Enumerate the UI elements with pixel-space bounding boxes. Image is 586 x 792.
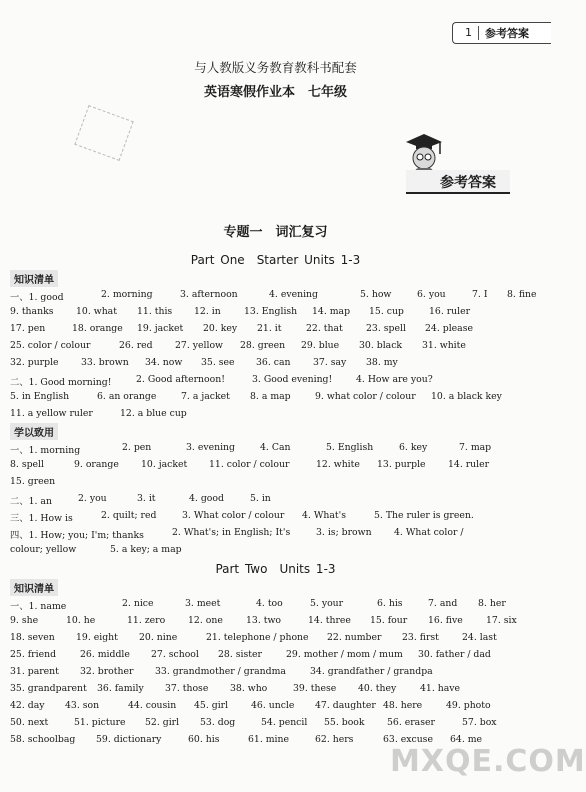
answer-item: 24. please [425, 323, 473, 334]
answer-item: 8. spell [10, 459, 44, 470]
answer-item: 61. mine [248, 734, 290, 745]
answer-item: 8. her [478, 598, 506, 609]
answer-item: 3. afternoon [180, 289, 238, 300]
answer-item: 8. a map [250, 391, 291, 402]
answer-item: 5. how [360, 289, 392, 300]
answer-item: 4. good [189, 493, 224, 504]
answer-item: 29. mother / mom / mum [286, 649, 403, 660]
answer-item: 63. excuse [383, 734, 433, 745]
answer-item: 35. grandparent [10, 683, 87, 694]
answer-item: 55. book [324, 717, 365, 728]
answer-item: 6. his [377, 598, 403, 609]
answer-item: 12. one [188, 615, 223, 626]
part-two-title: Part Two Units 1-3 [215, 562, 336, 576]
answer-item: 15. four [370, 615, 408, 626]
answer-item: 18. seven [10, 632, 55, 643]
answer-item: 2. morning [101, 289, 153, 300]
answer-item: 2. Good afternoon! [136, 374, 225, 385]
answer-item: 15. cup [369, 306, 404, 317]
section-zhishi-2: 知识清单 [10, 579, 58, 596]
answer-item: 11. color / colour [209, 459, 290, 470]
answer-item: 23. first [402, 632, 439, 643]
answer-item: 18. orange [72, 323, 123, 334]
answer-item: 28. green [240, 340, 286, 351]
answer-item: 11. zero [127, 615, 166, 626]
answer-item: 52. girl [145, 717, 180, 728]
answer-item: 12. a blue cup [120, 408, 187, 419]
answer-item: 一、1. morning [10, 445, 81, 456]
answer-item: 14. three [308, 615, 351, 626]
answer-item: 12. in [194, 306, 221, 317]
answer-item: 32. brother [80, 666, 134, 677]
answer-item: 31. white [422, 340, 466, 351]
answer-item: 9. what color / colour [315, 391, 416, 402]
answer-item: 19. eight [76, 632, 118, 643]
answer-item: 62. hers [315, 734, 354, 745]
answer-item: 4. Can [260, 442, 291, 453]
answer-item: 20. nine [139, 632, 178, 643]
stamp-graphic [74, 105, 133, 161]
answer-item: 47. daughter [315, 700, 376, 711]
answer-item: 26. middle [80, 649, 130, 660]
answer-item: 10. jacket [141, 459, 188, 470]
answer-item: 10. a black key [431, 391, 502, 402]
answer-item: 46. uncle [251, 700, 295, 711]
answer-item: 34. now [145, 357, 183, 368]
answer-item: 3. it [137, 493, 156, 504]
answer-item: 9. orange [74, 459, 119, 470]
answer-item: 16. ruler [429, 306, 471, 317]
answer-item: 16. five [428, 615, 463, 626]
answer-item: 44. cousin [128, 700, 177, 711]
answer-item: 50. next [10, 717, 49, 728]
answer-item: 4. How are you? [356, 374, 433, 385]
answer-item: 26. red [119, 340, 153, 351]
answer-item: 二、1. Good morning! [10, 377, 112, 388]
answer-item: 4. evening [269, 289, 318, 300]
answer-item: 6. key [399, 442, 428, 453]
answer-item: 7. map [459, 442, 492, 453]
answer-item: 31. parent [10, 666, 59, 677]
answer-item: 30. black [359, 340, 403, 351]
answer-item: 45. girl [194, 700, 229, 711]
answer-item: 64. me [450, 734, 483, 745]
answer-item: 11. this [137, 306, 173, 317]
answer-item: 四、1. How; you; I'm; thanks [10, 530, 144, 541]
answer-item: 57. box [462, 717, 497, 728]
answer-item: 59. dictionary [96, 734, 162, 745]
answer-item: 60. his [188, 734, 220, 745]
answer-item: 一、1. name [10, 601, 67, 612]
answer-item: 35. see [201, 357, 235, 368]
answer-item: 17. six [486, 615, 517, 626]
answer-item: 14. map [312, 306, 351, 317]
answer-item: 24. last [462, 632, 497, 643]
answer-item: 一、1. good [10, 292, 64, 303]
answer-item: 33. brown [81, 357, 129, 368]
answer-item: 36. can [256, 357, 291, 368]
answer-item: 36. family [97, 683, 144, 694]
answer-badge-label: 参考答案 [440, 175, 496, 191]
answer-item: 21. it [257, 323, 282, 334]
answer-item: 58. schoolbag [10, 734, 76, 745]
answer-item: 17. pen [10, 323, 46, 334]
answer-item: 37. those [165, 683, 209, 694]
answer-item: 23. spell [366, 323, 406, 334]
answer-item: 25. friend [10, 649, 57, 660]
answer-item: 2. quilt; red [101, 510, 157, 521]
answer-item: 7. I [472, 289, 488, 300]
answer-item: 14. ruler [448, 459, 490, 470]
part-one-title: Part One Starter Units 1-3 [190, 253, 361, 267]
answer-item: 41. have [420, 683, 461, 694]
answer-item: 12. white [316, 459, 360, 470]
answer-item: 33. grandmother / grandma [155, 666, 286, 677]
answer-item: 32. purple [10, 357, 59, 368]
answer-item: 10. what [76, 306, 117, 317]
answer-item: 27. school [151, 649, 199, 660]
answer-item: 9. thanks [10, 306, 54, 317]
section-zhishi-1: 知识清单 [10, 270, 58, 287]
answer-item: 5. English [326, 442, 374, 453]
answer-item: 5. your [310, 598, 344, 609]
answer-item: 15. green [10, 476, 56, 487]
answer-item: 19. jacket [137, 323, 184, 334]
answer-item: 6. an orange [97, 391, 157, 402]
answer-item: 3. is; brown [316, 527, 372, 538]
answer-item: 34. grandfather / grandpa [310, 666, 433, 677]
answer-item: 5. in [250, 493, 271, 504]
answer-item: 29. blue [301, 340, 340, 351]
answer-item: 9. she [10, 615, 39, 626]
answer-item: 5. The ruler is green. [374, 510, 474, 521]
answer-item: 54. pencil [261, 717, 308, 728]
answer-item: 56. eraser [387, 717, 435, 728]
answer-item: 27. yellow [175, 340, 223, 351]
answer-item: 21. telephone / phone [206, 632, 309, 643]
watermark-site: MXQE.COM [390, 744, 586, 779]
answer-item: 7. and [428, 598, 458, 609]
answer-item: 51. picture [74, 717, 126, 728]
book-title: 英语寒假作业本 七年级 [203, 85, 347, 100]
answer-item: 39. these [293, 683, 337, 694]
answer-item: 6. you [417, 289, 446, 300]
answer-item: 5. in English [10, 391, 70, 402]
answer-item: 2. pen [122, 442, 152, 453]
answer-item: 2. you [78, 493, 107, 504]
answer-item: 10. he [66, 615, 96, 626]
section-xueyi: 学以致用 [10, 423, 58, 440]
answer-item: 49. photo [446, 700, 491, 711]
answer-item: 53. dog [200, 717, 236, 728]
answer-item: 20. key [203, 323, 238, 334]
answer-item: colour; yellow [10, 544, 77, 555]
answer-item: 30. father / dad [418, 649, 491, 660]
answer-item: 37. say [313, 357, 347, 368]
page-number: 1 [453, 26, 479, 40]
answer-item: 4. too [256, 598, 283, 609]
answer-item: 22. number [327, 632, 382, 643]
answer-item: 4. What color / [394, 527, 464, 538]
answer-item: 8. fine [507, 289, 537, 300]
topic-title: 专题一 词汇复习 [223, 225, 328, 240]
answer-item: 42. day [10, 700, 45, 711]
answer-item: 3. evening [186, 442, 235, 453]
answer-item: 22. that [306, 323, 343, 334]
answer-item: 3. What color / colour [182, 510, 285, 521]
answer-item: 2. nice [122, 598, 154, 609]
answer-item: 3. Good evening! [252, 374, 333, 385]
answer-item: 三、1. How is [10, 513, 73, 524]
answer-item: 5. a key; a map [110, 544, 182, 555]
answer-item: 40. they [358, 683, 397, 694]
answer-item: 13. purple [377, 459, 426, 470]
answer-item: 25. color / colour [10, 340, 91, 351]
answer-item: 43. son [65, 700, 100, 711]
answer-item: 2. What's; in English; It's [172, 527, 291, 538]
answer-item: 13. two [246, 615, 282, 626]
answer-item: 7. a jacket [181, 391, 230, 402]
answer-item: 48. here [383, 700, 423, 711]
answer-item: 3. meet [185, 598, 221, 609]
answer-item: 11. a yellow ruler [10, 408, 93, 419]
answer-item: 28. sister [218, 649, 262, 660]
answer-item: 38. my [366, 357, 398, 368]
answer-item: 4. What's [302, 510, 346, 521]
page-tab-label: 参考答案 [485, 27, 529, 40]
book-series-title: 与人教版义务教育教科书配套 [194, 60, 357, 75]
answer-badge [392, 168, 510, 194]
answer-item: 二、1. an [10, 496, 52, 507]
answer-item: 38. who [230, 683, 268, 694]
answer-item: 13. English [244, 306, 298, 317]
page-tab [452, 22, 551, 44]
